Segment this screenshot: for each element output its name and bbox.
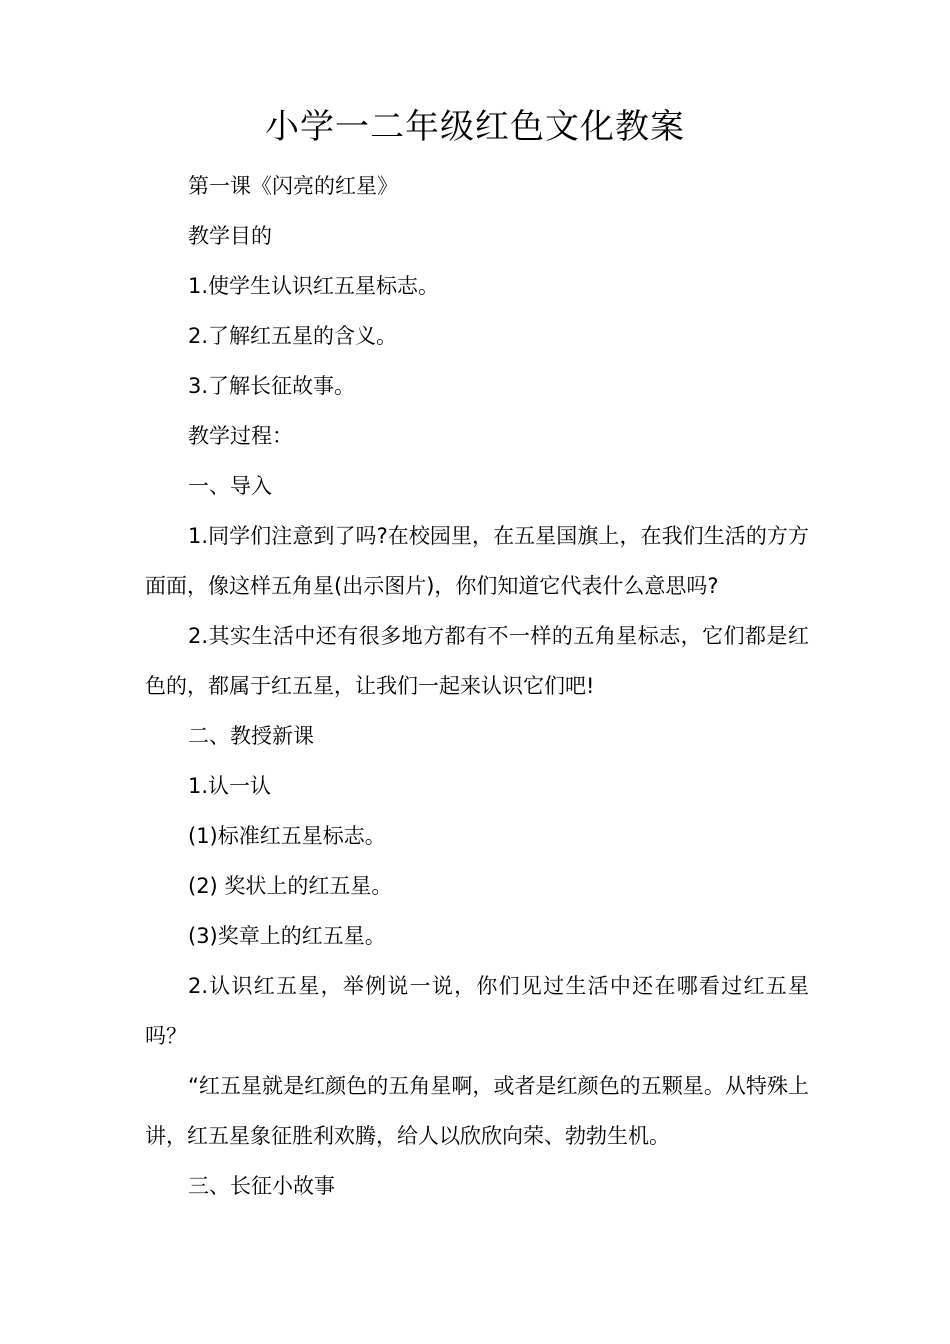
discussion-paragraph: 2.认识红五星，举例说一说，你们见过生活中还在哪看过红五星吗？ bbox=[145, 974, 809, 1048]
section-heading-objectives: 教学目的 bbox=[188, 224, 272, 248]
document-title: 小学一二年级红色文化教案 bbox=[265, 107, 685, 147]
activity-item-1: (1)标准红五星标志。 bbox=[188, 824, 386, 848]
document-body bbox=[145, 161, 809, 1211]
activity-item-2: (2) 奖状上的红五星。 bbox=[188, 874, 393, 898]
objective-item-3: 3.了解长征故事。 bbox=[188, 374, 356, 398]
subsection-heading-new-lesson: 二、教授新课 bbox=[188, 724, 314, 748]
explanation-paragraph: “红五星就是红颜色的五角星啊，或者是红颜色的五颗星。从特殊上讲，红五星象征胜利欢腾，给人以欣欣向荣、勃勃生机。 bbox=[145, 1074, 809, 1148]
subsection-heading-story: 三、长征小故事 bbox=[188, 1174, 335, 1198]
activity-item-3: (3)奖章上的红五星。 bbox=[188, 924, 386, 948]
objective-item-2: 2.了解红五星的含义。 bbox=[188, 324, 398, 348]
lesson-heading: 第一课《闪亮的红星》 bbox=[188, 174, 398, 198]
intro-paragraph-2: 2.其实生活中还有很多地方都有不一样的五角星标志，它们都是红色的，都属于红五星，让我们一起来认识它们吧! bbox=[145, 624, 809, 698]
intro-paragraph-1: 1.同学们注意到了吗?在校园里，在五星国旗上，在我们生活的方方面面，像这样五角星(出示图片)，你们知道它代表什么意思吗? bbox=[145, 524, 809, 598]
activity-heading: 1.认一认 bbox=[188, 774, 272, 798]
objective-item-1: 1.使学生认识红五星标志。 bbox=[188, 274, 440, 298]
subsection-heading-intro: 一、导入 bbox=[188, 474, 272, 498]
section-heading-process: 教学过程： bbox=[188, 424, 293, 448]
